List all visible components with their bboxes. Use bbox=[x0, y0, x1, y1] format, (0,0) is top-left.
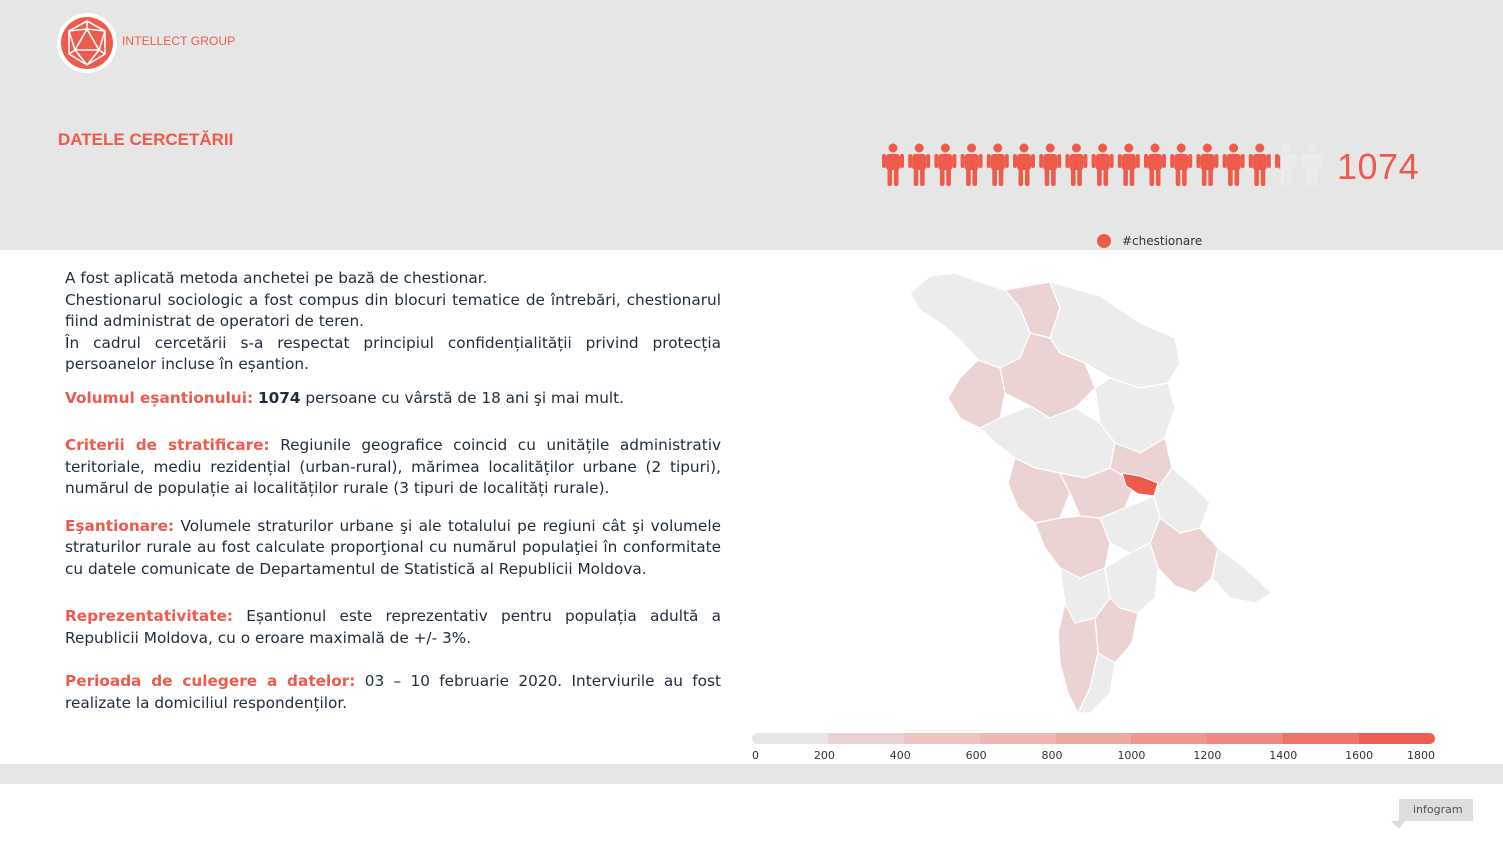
person-icon bbox=[961, 144, 983, 187]
sample-count: 1074 bbox=[1337, 146, 1420, 187]
volume-text: persoane cu vârstă de 18 ani şi mai mult. bbox=[300, 388, 625, 407]
representativeness-text: Eșantionul este reprezentativ pentru populația adultă a Republicii Moldova, cu o eroare maximală de +/- 3%. bbox=[65, 607, 721, 647]
sampling-text: Volumele straturilor urbane şi ale totalului pe regiuni cât şi volumele straturilor rurale au fost calculate proporţional cu numărul populaţiei în conformitate cu datele comunicate de Departamentul de Statistică al Republicii Moldova. bbox=[65, 516, 721, 578]
person-icon bbox=[882, 144, 904, 187]
color-scale-bar bbox=[752, 733, 1435, 744]
scale-label: 800 bbox=[1041, 749, 1063, 762]
person-icon bbox=[1223, 144, 1245, 187]
person-icon bbox=[1039, 144, 1061, 187]
scale-step-4 bbox=[1056, 733, 1132, 744]
scale-step-2 bbox=[904, 733, 980, 744]
period-text: 03 – 10 februarie 2020. Interviurile au fost realizate la domiciliul respondenților. bbox=[65, 672, 721, 712]
map-region-south-west bbox=[1035, 516, 1110, 578]
person-icon bbox=[1196, 144, 1218, 187]
legend-label: #chestionare bbox=[1122, 234, 1203, 248]
map-region-north-west bbox=[910, 273, 1030, 368]
person-icon-empty bbox=[1301, 144, 1323, 187]
map-region-south-far-east bbox=[1212, 548, 1272, 603]
person-icon bbox=[1249, 144, 1271, 187]
scale-label: 1200 bbox=[1193, 749, 1222, 762]
brand-name: INTELLECT GROUP bbox=[122, 34, 236, 48]
sample-pictogram bbox=[882, 143, 1332, 189]
infogram-badge[interactable]: infogram bbox=[1413, 803, 1463, 816]
stratification-text: Regiunile geografice coincid cu unitățile administrativ teritoriale, mediu rezidențial (urban-rural), mărimea localităților urbane (2 tipuri), numărul de populație ai localităților rurale (3 tipuri de localități rurale). bbox=[65, 436, 721, 497]
volume-paragraph bbox=[65, 388, 721, 410]
scale-label: 400 bbox=[889, 749, 911, 762]
scale-label: 200 bbox=[813, 749, 835, 762]
scale-label: 1800 bbox=[1407, 749, 1435, 762]
representativeness-label: Reprezentativitate: bbox=[65, 607, 234, 625]
research-text bbox=[65, 268, 721, 714]
person-icon bbox=[1092, 144, 1114, 187]
scale-label: 1400 bbox=[1269, 749, 1298, 762]
intro-line-3: În cadrul cercetării s-a respectat principiul confidențialității privind protecția persoanelor incluse în eșantion. bbox=[65, 333, 721, 373]
person-icon bbox=[1144, 144, 1166, 187]
period-paragraph bbox=[65, 671, 721, 714]
stratification-paragraph bbox=[65, 435, 721, 500]
scale-label: 1000 bbox=[1117, 749, 1146, 762]
person-icon bbox=[1013, 144, 1035, 187]
scale-step-1 bbox=[828, 733, 904, 744]
scale-step-6 bbox=[1207, 733, 1283, 744]
section-title: DATELE CERCETĂRII bbox=[58, 130, 234, 149]
scale-step-3 bbox=[980, 733, 1056, 744]
period-label: Perioada de culegere a datelor: bbox=[65, 672, 356, 690]
scale-label: 1600 bbox=[1345, 749, 1374, 762]
person-icon bbox=[934, 144, 956, 187]
map-color-scale bbox=[752, 733, 1435, 765]
volume-label: Volumul eșantionului: bbox=[65, 388, 254, 407]
map-region-west-1 bbox=[948, 360, 1005, 428]
person-icon bbox=[1170, 144, 1192, 187]
legend-dot-icon bbox=[1097, 234, 1111, 248]
scale-label: 0 bbox=[752, 749, 759, 762]
volume-value: 1074 bbox=[257, 388, 301, 407]
person-icon bbox=[908, 144, 930, 187]
scale-step-7 bbox=[1283, 733, 1359, 744]
scale-step-5 bbox=[1131, 733, 1207, 744]
footer-band bbox=[0, 764, 1503, 784]
intro-line-2: Chestionarul sociologic a fost compus din blocuri tematice de întrebări, chestionarul fiind administrat de operatori de teren. bbox=[65, 290, 721, 330]
person-icon bbox=[987, 144, 1009, 187]
scale-step-8 bbox=[1359, 733, 1435, 744]
map-legend bbox=[1097, 234, 1202, 248]
sampling-paragraph bbox=[65, 516, 721, 581]
icosahedron-logo-icon bbox=[56, 12, 118, 74]
stratification-label: Criterii de stratificare: bbox=[65, 436, 270, 454]
moldova-map bbox=[900, 268, 1280, 723]
scale-step-0 bbox=[752, 733, 828, 744]
intro-line-1: A fost aplicată metoda anchetei pe bază de chestionar. bbox=[65, 269, 488, 287]
representativeness-paragraph bbox=[65, 606, 721, 649]
person-icon bbox=[1065, 144, 1087, 187]
person-icon bbox=[1118, 144, 1140, 187]
scale-label: 600 bbox=[965, 749, 987, 762]
sampling-label: Eşantionare: bbox=[65, 516, 175, 535]
color-scale-labels bbox=[752, 749, 1435, 765]
